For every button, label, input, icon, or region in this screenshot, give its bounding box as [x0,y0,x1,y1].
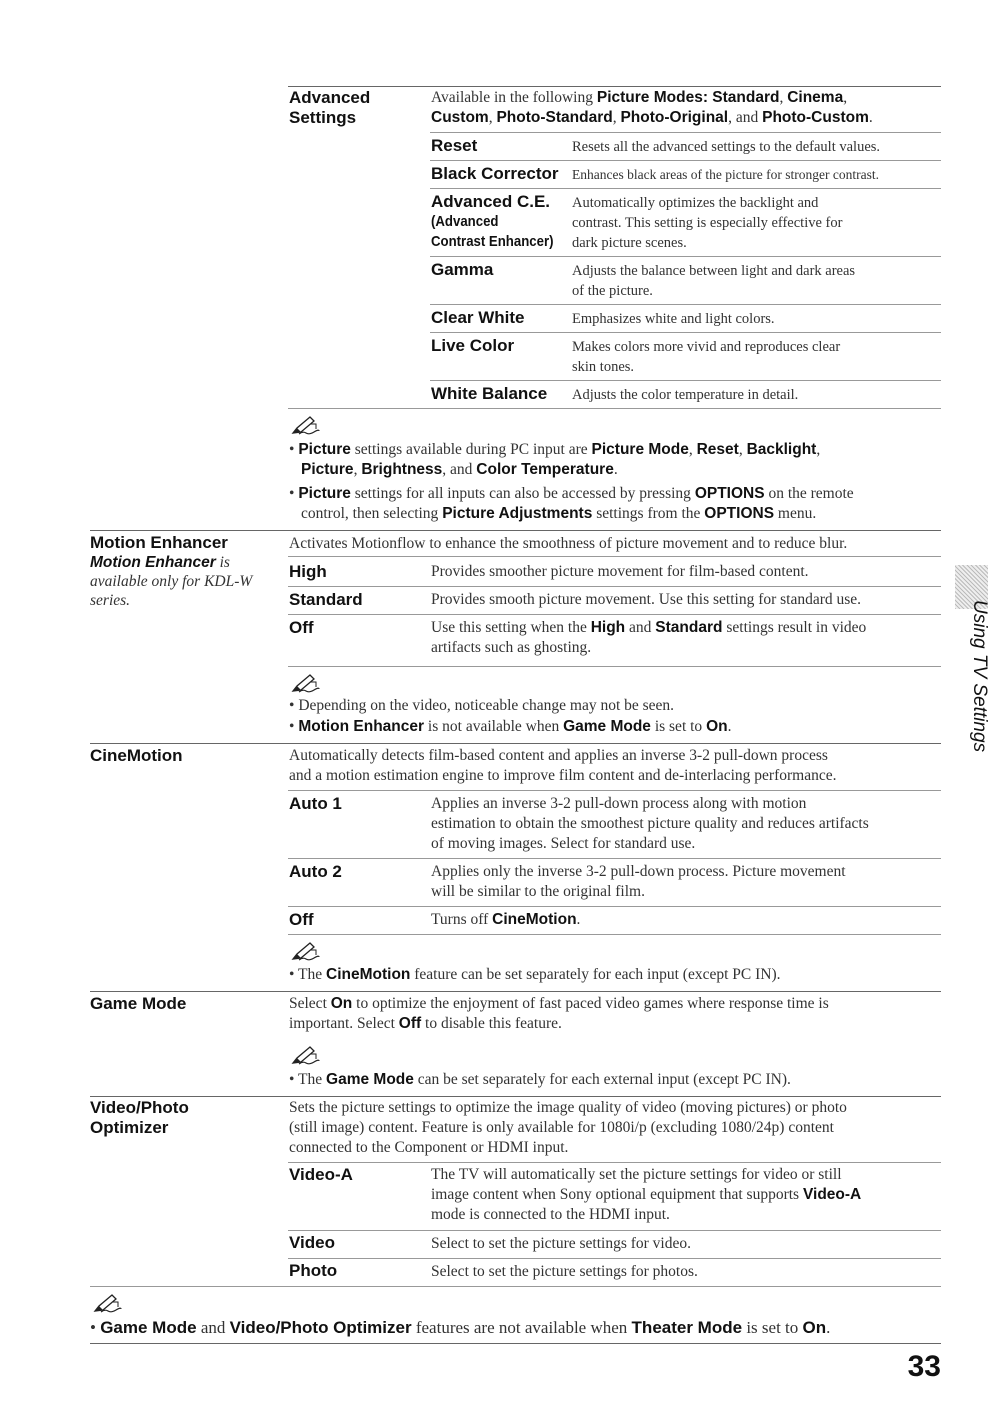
game-mode-label: Game Mode [90,994,187,1013]
desc-live-color: Makes colors more vivid and reproduces clear skin tones. [572,339,841,375]
term-standard: Standard [289,590,363,609]
desc-gamma: Adjusts the balance between light and dark areas of the picture. [572,263,856,299]
desc-photo: Select to set the picture settings for photos. [431,1263,698,1280]
advanced-note-1: • Picture settings available during PC input are Picture Mode, Reset, Backlight, Picture, Brightness, and Color Temperature. [289,441,821,478]
desc-auto-1: Applies an inverse 3-2 pull-down process along with motion estimation to obtain the smoothest picture quality and reduces artifacts of moving images. Select for standard use. [431,795,869,852]
desc-clear-white: Emphasizes white and light colors. [572,311,775,327]
note-pencil-icon [290,414,320,436]
video-photo-optimizer-intro: Sets the picture settings to optimize the image quality of video (moving pictures) or photo (still image) content. Feature is only available for 1080i/p (excluding 1080/24p) content connected to the Component or HDMI input. [289,1099,847,1156]
term-off-motion: Off [289,618,314,637]
term-photo: Photo [289,1261,338,1280]
desc-off-cinemotion: Turns off CineMotion. [431,911,581,928]
video-photo-optimizer-label: Video/Photo Optimizer [90,1098,189,1137]
motion-enhancer-availability: Motion Enhancer is available only for KDL-W series. [90,554,253,609]
term-white-balance: White Balance [431,384,548,403]
advanced-note-2: • Picture settings for all inputs can also be accessed by pressing OPTIONS on the remote control, then selecting Picture Adjustments settings from the OPTIONS menu. [289,485,854,522]
note-pencil-icon [290,672,320,694]
term-video: Video [289,1233,335,1252]
note-pencil-icon [290,1044,320,1066]
motion-note-1: • Depending on the video, noticeable change may not be seen. [289,697,675,714]
desc-auto-2: Applies only the inverse 3-2 pull-down process. Picture movement will be similar to the original film. [431,863,846,900]
motion-note-2: • Motion Enhancer is not available when Game Mode is set to On. [289,718,732,735]
cinemotion-label: CineMotion [90,746,183,765]
term-video-a: Video-A [289,1165,353,1184]
desc-advanced-ce: Automatically optimizes the backlight and contrast. This setting is especially effective for dark picture scenes. [572,195,843,251]
side-tab-label: Using TV Settings [969,600,990,753]
term-reset: Reset [431,136,478,155]
advanced-settings-intro: Available in the following Picture Modes: Standard, Cinema, Custom, Photo-Standard, Photo-Original, and Photo-Custom. [431,89,873,126]
term-black-corrector: Black Corrector [431,164,559,183]
term-gamma: Gamma [431,260,494,279]
page-number: 33 [907,1350,941,1383]
desc-white-balance: Adjusts the color temperature in detail. [572,387,799,403]
term-off-cinemotion: Off [289,910,314,929]
note-pencil-icon [290,940,320,962]
advanced-settings-label: Advanced Settings [289,88,371,127]
desc-standard: Provides smooth picture movement. Use this setting for standard use. [431,591,862,608]
desc-video: Select to set the picture settings for video. [431,1235,691,1252]
desc-video-a: The TV will automatically set the picture settings for video or still image content when Sony optional equipment that supports Video-A mode is connected to the HDMI input. [431,1166,862,1223]
term-auto-1: Auto 1 [289,794,342,813]
term-live-color: Live Color [431,336,515,355]
term-clear-white: Clear White [431,308,525,327]
desc-high: Provides smoother picture movement for film-based content. [431,563,809,580]
cinemotion-intro: Automatically detects film-based content and applies an inverse 3-2 pull-down process and a motion estimation engine to improve film content and de-interlacing performance. [289,747,837,784]
desc-black-corrector: Enhances black areas of the picture for stronger contrast. [572,167,879,182]
term-high: High [289,562,327,581]
motion-enhancer-intro: Activates Motionflow to enhance the smoothness of picture movement and to reduce blur. [289,535,848,552]
desc-off-motion: Use this setting when the High and Standard settings result in video artifacts such as ghosting. [431,619,867,656]
motion-enhancer-label: Motion Enhancer [90,533,228,552]
game-mode-note: • The Game Mode can be set separately for each external input (except PC IN). [289,1071,791,1088]
term-advanced-ce: Advanced C.E. (Advanced Contrast Enhancer) [431,192,554,250]
cinemotion-note: • The CineMotion feature can be set separately for each input (except PC IN). [289,966,781,983]
footer-note: • Game Mode and Video/Photo Optimizer features are not available when Theater Mode is set to On. [90,1318,831,1337]
term-auto-2: Auto 2 [289,862,342,881]
desc-reset: Resets all the advanced settings to the default values. [572,139,881,155]
note-pencil-icon [92,1292,122,1314]
game-mode-desc: Select On to optimize the enjoyment of fast paced video games where response time is important. Select Off to disable this feature. [289,995,829,1032]
